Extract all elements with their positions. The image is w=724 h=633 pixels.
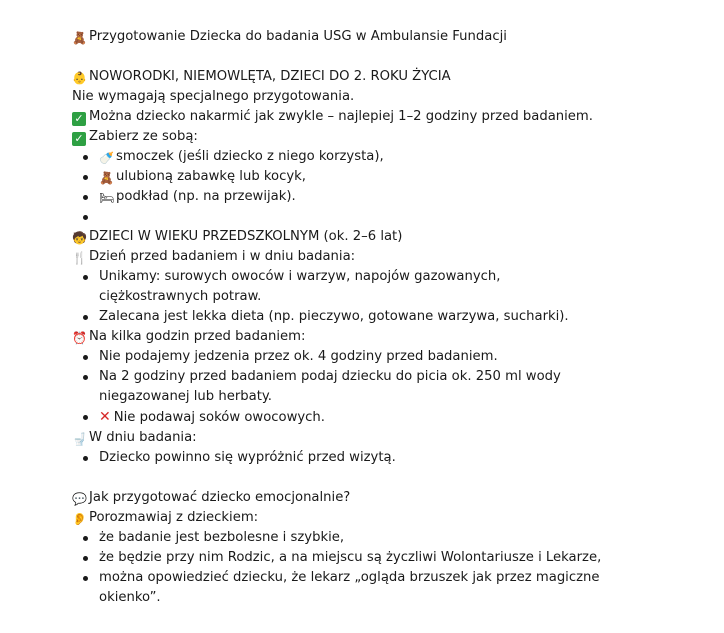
preschool-exam-day-list — [72, 448, 672, 468]
list-item: można opowiedzieć dziecku, że lekarz „ogląda brzuszek jak przez magiczne okienko”. — [72, 568, 672, 608]
list-item: Unikamy: surowych owoców i warzyw, napojów gazowanych, ciężkostrawnych potraw. — [72, 267, 672, 307]
child-face-icon: 🧒 — [72, 231, 87, 245]
teddy-bear-icon: 🧸 — [99, 171, 114, 185]
list-item: Nie podajemy jedzenia przez ok. 4 godziny przed badaniem. — [72, 347, 672, 367]
list-item: Zalecana jest lekka dieta (np. pieczywo, gotowane warzywa, sucharki). — [72, 307, 672, 327]
preschool-exam-day-label: 🚽 W dniu badania: — [72, 430, 197, 446]
fork-knife-icon: 🍴 — [72, 251, 87, 265]
baby-face-icon: 👶 — [72, 71, 87, 85]
list-item: że będzie przy nim Rodzic, a na miejscu są życzliwi Wolontariusze i Lekarze, — [72, 548, 672, 568]
ear-icon: 👂 — [72, 512, 87, 526]
list-item: 🍼 smoczek (jeśli dziecko z niego korzysta), — [72, 147, 672, 167]
preschool-hours-before-list — [72, 347, 672, 428]
spacer — [72, 468, 672, 488]
list-item: 🧸 ulubioną zabawkę lub kocyk, — [72, 167, 672, 187]
emotional-talk-list — [72, 528, 672, 608]
infants-note: Nie wymagają specjalnego przygotowania. — [72, 89, 355, 104]
list-item: Dziecko powinno się wypróżnić przed wizytą. — [72, 448, 672, 468]
teddy-bear-icon: 🧸 — [72, 31, 87, 45]
list-item: ✕ Nie podawaj soków owocowych. — [72, 407, 672, 428]
check-mark-icon: ✓ — [72, 132, 86, 146]
check-mark-icon: ✓ — [72, 112, 86, 126]
preschool-hours-before-label: ⏰ Na kilka godzin przed badaniem: — [72, 329, 306, 345]
infants-check-feeding: ✓ Można dziecko nakarmić jak zwykle – najlepiej 1–2 godziny przed badaniem. — [72, 107, 672, 127]
section-preschool-heading: 🧒 DZIECI W WIEKU PRZEDSZKOLNYM (ok. 2–6 lat) — [72, 229, 403, 245]
emotional-talk-label: 👂 Porozmawiaj z dzieckiem: — [72, 510, 259, 526]
preschool-day-before-list — [72, 267, 672, 327]
document-title: 🧸 Przygotowanie Dziecka do badania USG w Ambulansie Fundacji — [72, 29, 507, 45]
spacer — [72, 47, 672, 67]
document — [72, 27, 672, 608]
alarm-clock-icon: ⏰ — [72, 331, 87, 345]
infants-bring-list — [72, 147, 672, 227]
section-emotional-heading: 💬 Jak przygotować dziecko emocjonalnie? — [72, 490, 351, 506]
list-item: Na 2 godziny przed badaniem podaj dziecku do picia ok. 250 ml wody niegazowanej lub herbaty. — [72, 367, 672, 407]
list-item: 🛏 podkład (np. na przewijak). — [72, 187, 672, 207]
infants-check-bring: ✓ Zabierz ze sobą: — [72, 127, 672, 147]
list-item-empty — [72, 207, 672, 227]
speech-bubble-icon: 💬 — [72, 492, 87, 506]
preschool-day-before-label: 🍴 Dzień przed badaniem i w dniu badania: — [72, 249, 356, 265]
red-x-icon: ✕ — [99, 409, 111, 425]
list-item: że badanie jest bezbolesne i szybkie, — [72, 528, 672, 548]
bed-icon: 🛏 — [99, 191, 115, 205]
section-infants-heading: 👶 NOWORODKI, NIEMOWLĘTA, DZIECI DO 2. ROKU ŻYCIA — [72, 69, 451, 85]
toilet-icon: 🚽 — [72, 432, 87, 446]
baby-bottle-icon: 🍼 — [99, 151, 114, 165]
